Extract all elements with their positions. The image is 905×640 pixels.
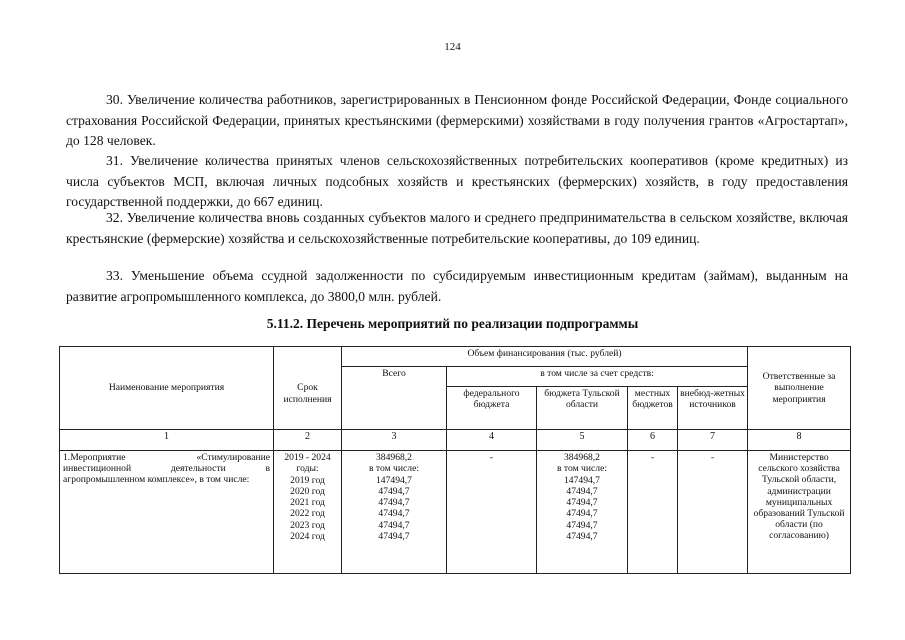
column-number: 5 <box>537 430 628 451</box>
term-line: 2019 - 2024 <box>284 452 331 463</box>
column-number: 7 <box>678 430 748 451</box>
activities-table <box>59 346 851 574</box>
regional-line: 47494,7 <box>566 497 598 509</box>
term-line: 2020 год <box>290 485 325 497</box>
total-line: в том числе: <box>368 463 419 475</box>
header-regional: бюджета Тульской области <box>537 387 628 430</box>
term-line: годы: <box>296 463 319 475</box>
total-line: 47494,7 <box>378 508 410 520</box>
header-term: Срок исполнения <box>274 347 342 430</box>
total-line: 47494,7 <box>378 485 410 497</box>
term-line: 2023 год <box>290 519 325 531</box>
header-total: Всего <box>342 367 447 430</box>
regional-line: 47494,7 <box>566 485 598 497</box>
section-title: 5.11.2. Перечень мероприятий по реализации подпрограммы <box>266 316 639 331</box>
total-line: 384968,2 <box>376 452 412 463</box>
column-number: 1 <box>60 430 274 451</box>
page-number: 124 <box>444 41 461 53</box>
activity-regional <box>537 451 628 574</box>
column-number: 3 <box>342 430 447 451</box>
header-including: в том числе за счет средств: <box>447 367 748 387</box>
paragraph-30: 30. Увеличение количества работников, зарегистрированных в Пенсионном фонде Российской Федерации, Фонде социального страхования Российской Федерации, принятых крестьянскими (фермерскими) хозяйствами в году получения грантов «Агростартап», до 128 человек. <box>66 92 848 148</box>
term-line: 2019 год <box>290 474 325 486</box>
header-name: Наименование мероприятия <box>60 347 274 430</box>
header-federal: федерального бюджета <box>447 387 537 430</box>
paragraph-31: 31. Увеличение количества принятых членов сельскохозяйственных потребительских кооперативов (кроме кредитных) из числа субъектов МСП, включая личных подсобных хозяйств и крестьянских (фермерских) хозяйств, в году предоставления государственной поддержки, до 667 единиц. <box>66 153 848 209</box>
column-number: 2 <box>274 430 342 451</box>
activity-federal: - <box>447 451 537 574</box>
total-line: 147494,7 <box>376 474 412 486</box>
total-line: 47494,7 <box>378 519 410 531</box>
column-number: 8 <box>748 430 851 451</box>
table-row <box>60 451 851 574</box>
activity-local: - <box>628 451 678 574</box>
regional-line: 147494,7 <box>564 474 600 486</box>
activity-terms <box>274 451 342 574</box>
paragraph-32: 32. Увеличение количества вновь созданных субъектов малого и среднего предпринимательства в сельском хозяйстве, включая крестьянские (фермерские) хозяйства и сельскохозяйственные потребительские кооперативы, до 109 единиц. <box>66 210 848 246</box>
total-line: 47494,7 <box>378 497 410 509</box>
column-number: 6 <box>628 430 678 451</box>
regional-line: 47494,7 <box>566 531 598 543</box>
column-number: 4 <box>447 430 537 451</box>
paragraph-33: 33. Уменьшение объема ссудной задолженности по субсидируемым инвестиционным кредитам (займам), выданным на развитие агропромышленного комплекса, до 3800,0 млн. рублей. <box>66 268 848 304</box>
term-line: 2021 год <box>290 497 325 509</box>
regional-line: 384968,2 <box>564 452 600 463</box>
regional-line: 47494,7 <box>566 519 598 531</box>
header-extrabudget: внебюд-жетных источников <box>678 387 748 430</box>
regional-line: 47494,7 <box>566 508 598 520</box>
term-line: 2022 год <box>290 508 325 520</box>
header-funding: Объем финансирования (тыс. рублей) <box>342 347 748 367</box>
term-line: 2024 год <box>290 531 325 543</box>
total-line: 47494,7 <box>378 531 410 543</box>
header-local: местных бюджетов <box>628 387 678 430</box>
activity-name: 1.Мероприятие «Стимулирование инвестиционной деятельности в агропромышленном комплексе», в том числе: <box>60 451 274 574</box>
activity-total <box>342 451 447 574</box>
activity-responsible: Министерство сельского хозяйства Тульской области, администрации муниципальных образований Тульской области (по согласованию) <box>748 451 851 574</box>
header-responsible: Ответственные за выполнение мероприятия <box>748 347 851 430</box>
activity-extrabudget: - <box>678 451 748 574</box>
regional-line: в том числе: <box>556 463 607 475</box>
